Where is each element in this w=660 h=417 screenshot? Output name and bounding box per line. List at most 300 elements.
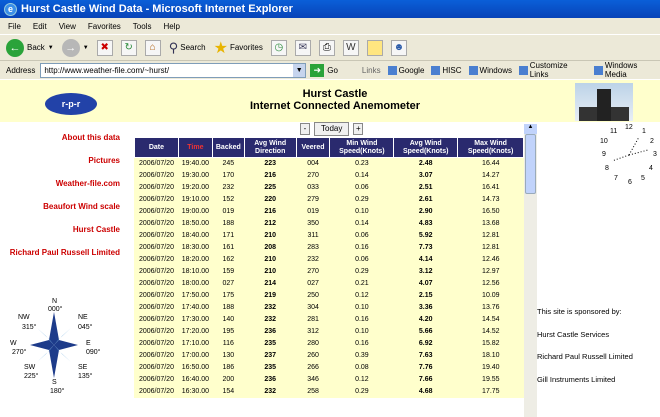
link-icon: [388, 66, 397, 75]
table-cell: 17:50.00: [178, 290, 212, 302]
table-cell: 18:10.00: [178, 266, 212, 278]
table-cell: 12.56: [458, 278, 524, 290]
mail-icon[interactable]: ✉: [295, 40, 311, 56]
table-cell: 19:40.00: [178, 158, 212, 170]
table-cell: 2.51: [394, 182, 458, 194]
search-label: Search: [180, 43, 206, 52]
table-cell: 225: [244, 182, 296, 194]
table-cell: 18:50.00: [178, 218, 212, 230]
table-cell: 19:20.00: [178, 182, 212, 194]
table-cell: 2006/07/20: [135, 230, 179, 242]
forward-button[interactable]: [62, 39, 89, 57]
table-cell: 154: [212, 386, 244, 398]
edit-icon[interactable]: W: [343, 40, 359, 56]
table-header-row: [135, 138, 524, 158]
table-row: [135, 206, 524, 218]
page-header: [0, 80, 660, 122]
table-cell: 235: [244, 362, 296, 374]
col-min-speed[interactable]: Min Wind Speed(Knots): [330, 138, 394, 158]
castle-image: [575, 83, 633, 121]
table-row: [135, 362, 524, 374]
table-cell: 18:20.00: [178, 254, 212, 266]
table-cell: 0.29: [330, 194, 394, 206]
table-cell: 033: [296, 182, 330, 194]
compass-s: S: [52, 379, 57, 386]
compass-ne-deg: 045°: [78, 324, 93, 331]
compass-n: N: [52, 298, 58, 305]
clock-5: 5: [641, 175, 645, 182]
table-cell: 270: [296, 170, 330, 182]
table-cell: 245: [212, 158, 244, 170]
table-cell: 0.10: [330, 206, 394, 218]
clock-10: 10: [600, 138, 608, 145]
analog-clock: [598, 124, 660, 188]
go-button[interactable]: [310, 64, 338, 77]
date-nav: [300, 122, 363, 136]
table-cell: 2.15: [394, 290, 458, 302]
table-row: [135, 338, 524, 350]
toolbar: [0, 34, 660, 60]
table-cell: 232: [244, 314, 296, 326]
go-label: Go: [327, 65, 338, 75]
table-cell: 270: [296, 266, 330, 278]
table-cell: 162: [212, 254, 244, 266]
table-cell: 12.81: [458, 230, 524, 242]
rpr-logo[interactable]: r-p-r: [45, 93, 97, 115]
table-cell: 0.06: [330, 254, 394, 266]
table-cell: 2006/07/20: [135, 374, 179, 386]
home-icon[interactable]: ⌂: [145, 40, 161, 56]
table-cell: 18:40.00: [178, 230, 212, 242]
sponsor-2[interactable]: Richard Paul Russell Limited: [537, 352, 633, 361]
title-line-1: Hurst Castle: [302, 88, 368, 100]
table-cell: 3.36: [394, 302, 458, 314]
col-date[interactable]: Date: [135, 138, 179, 158]
table-cell: 16:30.00: [178, 386, 212, 398]
scroll-thumb[interactable]: [525, 134, 536, 194]
table-cell: 0.39: [330, 350, 394, 362]
table-cell: 170: [212, 170, 244, 182]
menu-favorites[interactable]: Favorites: [87, 21, 121, 31]
table-cell: 4.07: [394, 278, 458, 290]
title-line-2: Internet Connected Anemometer: [249, 100, 421, 112]
col-avg-direction[interactable]: Avg Wind Direction: [244, 138, 296, 158]
table-cell: 208: [244, 242, 296, 254]
col-time[interactable]: Time: [178, 138, 212, 158]
table-cell: 281: [296, 314, 330, 326]
table-cell: 266: [296, 362, 330, 374]
table-cell: 13.68: [458, 218, 524, 230]
table-cell: 200: [212, 374, 244, 386]
table-cell: 0.08: [330, 362, 394, 374]
table-cell: 12.81: [458, 242, 524, 254]
link-weather-file[interactable]: Weather-file.com: [55, 179, 120, 188]
table-cell: 14.52: [458, 326, 524, 338]
link-icon: [469, 66, 478, 75]
table-cell: 2006/07/20: [135, 182, 179, 194]
table-cell: 19:10.00: [178, 194, 212, 206]
link-windows-media[interactable]: [594, 61, 660, 79]
refresh-icon[interactable]: ↻: [121, 40, 137, 56]
messenger-icon[interactable]: ☻: [391, 40, 407, 56]
compass-se: SE: [78, 364, 88, 371]
table-cell: 171: [212, 230, 244, 242]
compass-s-deg: 180°: [50, 388, 65, 395]
link-hisc[interactable]: [431, 66, 461, 75]
table-cell: 16.41: [458, 182, 524, 194]
clock-12: 12: [625, 124, 633, 131]
table-cell: 2006/07/20: [135, 206, 179, 218]
table-cell: 210: [244, 254, 296, 266]
table-cell: 0.10: [330, 326, 394, 338]
table-cell: 19.55: [458, 374, 524, 386]
table-cell: 2006/07/20: [135, 326, 179, 338]
compass-rose: [8, 298, 101, 398]
menu-edit[interactable]: Edit: [32, 21, 47, 31]
link-label: Customize Links: [529, 61, 568, 79]
table-cell: 0.12: [330, 374, 394, 386]
discuss-icon[interactable]: [367, 40, 383, 56]
table-cell: 7.63: [394, 350, 458, 362]
table-cell: 2006/07/20: [135, 266, 179, 278]
compass-se-deg: 135°: [78, 373, 93, 380]
table-cell: 223: [244, 158, 296, 170]
table-cell: 2006/07/20: [135, 194, 179, 206]
table-cell: 16:50.00: [178, 362, 212, 374]
clock-hands-icon: [598, 124, 660, 188]
table-cell: 6.92: [394, 338, 458, 350]
link-hurst-castle[interactable]: Hurst Castle: [72, 225, 120, 234]
forward-arrow-icon: →: [62, 39, 80, 57]
table-cell: 260: [296, 350, 330, 362]
table-row: [135, 386, 524, 398]
star-icon: ★: [213, 39, 228, 57]
link-google[interactable]: [388, 66, 425, 75]
table-cell: 216: [244, 206, 296, 218]
table-cell: 4.14: [394, 254, 458, 266]
next-day-button[interactable]: +: [353, 123, 363, 135]
address-bar: [0, 60, 660, 79]
table-cell: 2006/07/20: [135, 290, 179, 302]
table-cell: 027: [212, 278, 244, 290]
table-cell: 0.23: [330, 158, 394, 170]
table-cell: 18:30.00: [178, 242, 212, 254]
table-cell: 140: [212, 314, 244, 326]
menu-tools[interactable]: Tools: [132, 21, 152, 31]
compass-w: W: [10, 340, 17, 347]
vertical-scrollbar[interactable]: [524, 124, 537, 417]
sponsor-3[interactable]: Gill Instruments Limited: [537, 375, 616, 384]
compass-nw-deg: 315°: [22, 324, 37, 331]
table-cell: 7.76: [394, 362, 458, 374]
col-avg-speed[interactable]: Avg Wind Speed(Knots): [394, 138, 458, 158]
table-cell: 283: [296, 242, 330, 254]
link-label: Windows Media: [604, 61, 638, 79]
table-row: [135, 278, 524, 290]
table-cell: 2006/07/20: [135, 158, 179, 170]
table-cell: 2006/07/20: [135, 350, 179, 362]
table-cell: 15.82: [458, 338, 524, 350]
table-cell: 212: [244, 218, 296, 230]
table-cell: 235: [244, 338, 296, 350]
table-cell: 12.97: [458, 266, 524, 278]
table-cell: 237: [244, 350, 296, 362]
page-title: [200, 88, 470, 112]
table-cell: 0.14: [330, 218, 394, 230]
compass-e-deg: 090°: [86, 349, 101, 356]
table-cell: 2006/07/20: [135, 386, 179, 398]
table-cell: 188: [212, 302, 244, 314]
table-row: [135, 194, 524, 206]
link-windows[interactable]: [469, 66, 512, 75]
menu-help[interactable]: Help: [163, 21, 180, 31]
history-icon[interactable]: ◷: [271, 40, 287, 56]
table-cell: 220: [244, 194, 296, 206]
table-cell: 130: [212, 350, 244, 362]
table-cell: 186: [212, 362, 244, 374]
table-cell: 0.16: [330, 242, 394, 254]
clock-1: 1: [642, 128, 646, 135]
table-cell: 258: [296, 386, 330, 398]
clock-11: 11: [610, 128, 618, 135]
col-veered[interactable]: Veered: [296, 138, 330, 158]
table-cell: 0.16: [330, 314, 394, 326]
table-row: [135, 182, 524, 194]
table-cell: 16.50: [458, 206, 524, 218]
table-cell: 195: [212, 326, 244, 338]
table-cell: 232: [212, 182, 244, 194]
table-cell: 2006/07/20: [135, 362, 179, 374]
clock-7: 7: [614, 175, 618, 182]
table-cell: 232: [296, 254, 330, 266]
table-cell: 4.83: [394, 218, 458, 230]
compass-ne: NE: [78, 314, 88, 321]
table-cell: 188: [212, 218, 244, 230]
compass-e: E: [86, 340, 91, 347]
table-cell: 16:40.00: [178, 374, 212, 386]
menu-view[interactable]: View: [58, 21, 76, 31]
table-cell: 2.48: [394, 158, 458, 170]
table-row: [135, 218, 524, 230]
table-body: [135, 158, 524, 398]
address-input[interactable]: [40, 63, 306, 78]
favorites-button[interactable]: [214, 38, 263, 58]
table-cell: 159: [212, 266, 244, 278]
table-cell: 17:20.00: [178, 326, 212, 338]
link-label: Windows: [479, 65, 512, 75]
back-button[interactable]: [6, 39, 54, 57]
clock-2: 2: [650, 138, 654, 145]
compass-w-deg: 270°: [12, 349, 27, 356]
table-cell: 17:00.00: [178, 350, 212, 362]
table-cell: 2.61: [394, 194, 458, 206]
window-title-bar: [0, 0, 660, 18]
table-cell: 2006/07/20: [135, 218, 179, 230]
menu-bar: [0, 18, 660, 34]
link-icon: [594, 66, 603, 75]
table-row: [135, 242, 524, 254]
table-cell: 0.06: [330, 182, 394, 194]
table-cell: 175: [212, 290, 244, 302]
table-cell: 2006/07/20: [135, 302, 179, 314]
chevron-down-icon[interactable]: ▼: [82, 44, 89, 51]
table-cell: 280: [296, 338, 330, 350]
table-cell: 14.54: [458, 314, 524, 326]
clock-4: 4: [649, 165, 653, 172]
table-cell: 5.92: [394, 230, 458, 242]
table-cell: 3.12: [394, 266, 458, 278]
table-cell: 219: [244, 290, 296, 302]
link-icon: [519, 66, 528, 75]
table-row: [135, 350, 524, 362]
sponsor-1[interactable]: Hurst Castle Services: [537, 330, 610, 339]
table-cell: 027: [296, 278, 330, 290]
compass-sw-deg: 225°: [24, 373, 39, 380]
table-cell: 304: [296, 302, 330, 314]
back-arrow-icon: ←: [6, 39, 24, 57]
table-cell: 7.73: [394, 242, 458, 254]
table-cell: 2006/07/20: [135, 278, 179, 290]
table-row: [135, 266, 524, 278]
table-cell: 216: [244, 170, 296, 182]
table-cell: 250: [296, 290, 330, 302]
table-cell: 152: [212, 194, 244, 206]
table-cell: 5.66: [394, 326, 458, 338]
table-cell: 350: [296, 218, 330, 230]
link-rpr-limited[interactable]: Richard Paul Russell Limited: [9, 248, 120, 257]
table-cell: 210: [244, 266, 296, 278]
table-row: [135, 314, 524, 326]
table-row: [135, 158, 524, 170]
table-cell: 232: [244, 302, 296, 314]
wind-data-table: [134, 137, 524, 398]
table-cell: 311: [296, 230, 330, 242]
table-cell: 13.76: [458, 302, 524, 314]
col-max-speed[interactable]: Max Wind Speed(Knots): [458, 138, 524, 158]
menu-file[interactable]: File: [8, 21, 21, 31]
chevron-down-icon[interactable]: ▼: [293, 64, 305, 77]
table-cell: 214: [244, 278, 296, 290]
table-cell: 210: [244, 230, 296, 242]
links-label: Links: [361, 65, 381, 75]
table-cell: 19:00.00: [178, 206, 212, 218]
table-cell: 279: [296, 194, 330, 206]
table-cell: 0.16: [330, 338, 394, 350]
table-row: [135, 254, 524, 266]
today-button[interactable]: Today: [314, 122, 349, 136]
link-beaufort[interactable]: Beaufort Wind scale: [43, 202, 120, 211]
table-cell: 0.14: [330, 170, 394, 182]
table-cell: 19:30.00: [178, 170, 212, 182]
table-cell: 0.10: [330, 302, 394, 314]
table-cell: 4.68: [394, 386, 458, 398]
table-cell: 346: [296, 374, 330, 386]
table-cell: 019: [212, 206, 244, 218]
table-cell: 236: [244, 326, 296, 338]
go-arrow-icon: ➜: [310, 64, 324, 77]
left-nav: [0, 132, 120, 270]
table-row: [135, 170, 524, 182]
link-customize[interactable]: [519, 61, 587, 79]
back-label: Back: [27, 43, 45, 52]
search-button[interactable]: [169, 40, 206, 56]
table-cell: 2006/07/20: [135, 170, 179, 182]
compass-sw: SW: [24, 364, 36, 371]
page-content: [0, 80, 660, 417]
table-cell: 16.44: [458, 158, 524, 170]
link-about-data[interactable]: About this data: [61, 133, 120, 142]
window-title: Hurst Castle Wind Data - Microsoft Internet Explorer: [21, 3, 293, 15]
clock-3: 3: [653, 151, 657, 158]
table-cell: 12.46: [458, 254, 524, 266]
table-cell: 2006/07/20: [135, 242, 179, 254]
table-cell: 2006/07/20: [135, 314, 179, 326]
ie-logo-icon: e: [4, 3, 17, 16]
scroll-up-icon[interactable]: ▲: [524, 124, 537, 134]
link-pictures[interactable]: Pictures: [88, 156, 120, 165]
table-cell: 3.07: [394, 170, 458, 182]
table-row: [135, 230, 524, 242]
table-cell: 312: [296, 326, 330, 338]
table-cell: 17:30.00: [178, 314, 212, 326]
table-cell: 232: [244, 386, 296, 398]
table-cell: 236: [244, 374, 296, 386]
castle-tower: [597, 89, 611, 121]
table-cell: 17:10.00: [178, 338, 212, 350]
table-cell: 0.29: [330, 266, 394, 278]
table-row: [135, 326, 524, 338]
print-icon[interactable]: ⎙: [319, 40, 335, 56]
table-cell: 17.75: [458, 386, 524, 398]
table-cell: 2.90: [394, 206, 458, 218]
table-cell: 17:40.00: [178, 302, 212, 314]
table-cell: 2006/07/20: [135, 254, 179, 266]
chevron-down-icon[interactable]: ▼: [47, 44, 54, 51]
table-row: [135, 374, 524, 386]
compass-star-icon: [30, 312, 78, 378]
table-cell: 18:00.00: [178, 278, 212, 290]
compass-nw: NW: [18, 314, 30, 321]
table-cell: 019: [296, 206, 330, 218]
search-icon: ⚲: [168, 39, 179, 55]
table-cell: 2006/07/20: [135, 338, 179, 350]
compass-n-deg: 000°: [48, 306, 63, 313]
table-cell: 0.29: [330, 386, 394, 398]
address-url: http://www.weather-file.com/~hurst/: [44, 65, 170, 75]
prev-day-button[interactable]: -: [300, 123, 310, 135]
col-backed[interactable]: Backed: [212, 138, 244, 158]
table-cell: 0.21: [330, 278, 394, 290]
table-row: [135, 290, 524, 302]
favorites-label: Favorites: [229, 43, 263, 52]
table-cell: 14.73: [458, 194, 524, 206]
stop-icon[interactable]: ✖: [97, 40, 113, 56]
table-row: [135, 302, 524, 314]
clock-8: 8: [605, 165, 609, 172]
table-cell: 10.09: [458, 290, 524, 302]
clock-9: 9: [602, 151, 606, 158]
link-icon: [431, 66, 440, 75]
table-cell: 19.40: [458, 362, 524, 374]
clock-6: 6: [628, 179, 632, 186]
table-cell: 161: [212, 242, 244, 254]
table-cell: 18.10: [458, 350, 524, 362]
table-cell: 0.06: [330, 230, 394, 242]
table-cell: 14.27: [458, 170, 524, 182]
table-cell: 4.20: [394, 314, 458, 326]
link-label: Google: [398, 65, 425, 75]
table-cell: 116: [212, 338, 244, 350]
